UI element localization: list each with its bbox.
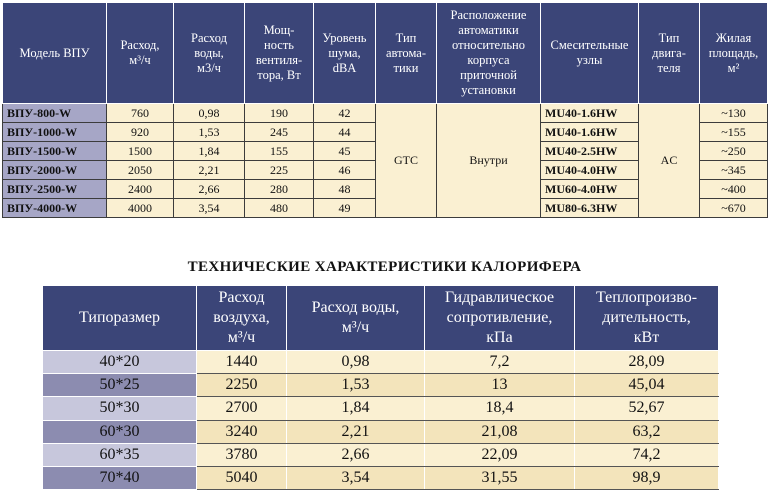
air-cell: 5040 [197, 466, 287, 489]
automation-location-cell: Внутри [437, 104, 541, 218]
water-cell: 1,84 [174, 142, 245, 161]
flow-cell: 920 [107, 123, 174, 142]
mixer-cell: MU40-1.6HW [541, 123, 639, 142]
water-cell: 3,54 [287, 466, 425, 489]
air-cell: 3240 [197, 420, 287, 443]
size-cell: 60*35 [43, 443, 197, 466]
header-fan-power: Мощ- ность вентиля- тора, Вт [245, 3, 314, 104]
mixer-cell: MU40-1.6HW [541, 104, 639, 123]
noise-cell: 42 [314, 104, 376, 123]
resistance-cell: 18,4 [425, 397, 575, 420]
area-cell: ~130 [700, 104, 768, 123]
mixer-cell: MU40-4.0HW [541, 161, 639, 180]
header-hydraulic-resistance: Гидравлическое сопротивление, кПа [425, 286, 575, 351]
air-cell: 1440 [197, 351, 287, 374]
heater-specs-table [42, 285, 719, 490]
header-noise-level: Уровень шума, dBA [314, 3, 376, 104]
table-row [43, 443, 719, 466]
model-cell: ВПУ-800-W [3, 104, 107, 123]
header-heat-output: Теплопроизво- дительность, кВт [575, 286, 719, 351]
noise-cell: 46 [314, 161, 376, 180]
area-cell: ~345 [700, 161, 768, 180]
mixer-cell: MU60-4.0HW [541, 180, 639, 199]
header-water-flow: Расход воды, м3/ч [174, 3, 245, 104]
output-cell: 74,2 [575, 443, 719, 466]
header-air-flow: Расход, м³/ч [107, 3, 174, 104]
air-cell: 2250 [197, 374, 287, 397]
area-cell: ~155 [700, 123, 768, 142]
automation-type-cell: GTC [376, 104, 437, 218]
model-cell: ВПУ-2500-W [3, 180, 107, 199]
noise-cell: 49 [314, 199, 376, 218]
motor-type-cell: AC [639, 104, 700, 218]
header-model: Модель ВПУ [3, 3, 107, 104]
header-living-area: Жилая площадь, м² [700, 3, 768, 104]
resistance-cell: 21,08 [425, 420, 575, 443]
model-cell: ВПУ-2000-W [3, 161, 107, 180]
water-cell: 2,21 [174, 161, 245, 180]
table-row [43, 351, 719, 374]
size-cell: 40*20 [43, 351, 197, 374]
flow-cell: 4000 [107, 199, 174, 218]
mixer-cell: MU80-6.3HW [541, 199, 639, 218]
water-cell: 0,98 [174, 104, 245, 123]
table-row [43, 420, 719, 443]
water-cell: 1,53 [287, 374, 425, 397]
resistance-cell: 22,09 [425, 443, 575, 466]
header-water-flow: Расход воды, м³/ч [287, 286, 425, 351]
area-cell: ~400 [700, 180, 768, 199]
area-cell: ~670 [700, 199, 768, 218]
table-row [43, 397, 719, 420]
table-row [43, 374, 719, 397]
output-cell: 52,67 [575, 397, 719, 420]
flow-cell: 2050 [107, 161, 174, 180]
water-cell: 1,84 [287, 397, 425, 420]
mixer-cell: MU40-2.5HW [541, 142, 639, 161]
table2-header-row [43, 286, 719, 351]
resistance-cell: 7,2 [425, 351, 575, 374]
output-cell: 98,9 [575, 466, 719, 489]
water-cell: 2,66 [287, 443, 425, 466]
power-cell: 245 [245, 123, 314, 142]
power-cell: 190 [245, 104, 314, 123]
power-cell: 155 [245, 142, 314, 161]
noise-cell: 45 [314, 142, 376, 161]
heater-specs-title: ТЕХНИЧЕСКИЕ ХАРАКТЕРИСТИКИ КАЛОРИФЕРА [187, 259, 582, 275]
resistance-cell: 13 [425, 374, 575, 397]
output-cell: 28,09 [575, 351, 719, 374]
water-cell: 1,53 [174, 123, 245, 142]
table-row [3, 104, 768, 123]
size-cell: 70*40 [43, 466, 197, 489]
output-cell: 45,04 [575, 374, 719, 397]
model-cell: ВПУ-1500-W [3, 142, 107, 161]
flow-cell: 2400 [107, 180, 174, 199]
water-cell: 3,54 [174, 199, 245, 218]
header-automation-location: Расположение автоматики относительно корпуса приточной установки [437, 3, 541, 104]
header-size: Типоразмер [43, 286, 197, 351]
area-cell: ~250 [700, 142, 768, 161]
header-mixing-units: Смесительные узлы [541, 3, 639, 104]
table1-header-row [3, 3, 768, 104]
power-cell: 280 [245, 180, 314, 199]
header-motor-type: Тип двига- теля [639, 3, 700, 104]
flow-cell: 760 [107, 104, 174, 123]
model-cell: ВПУ-1000-W [3, 123, 107, 142]
power-cell: 480 [245, 199, 314, 218]
table-row [43, 466, 719, 489]
resistance-cell: 31,55 [425, 466, 575, 489]
noise-cell: 44 [314, 123, 376, 142]
output-cell: 63,2 [575, 420, 719, 443]
size-cell: 50*25 [43, 374, 197, 397]
model-cell: ВПУ-4000-W [3, 199, 107, 218]
noise-cell: 48 [314, 180, 376, 199]
water-cell: 0,98 [287, 351, 425, 374]
header-automation-type: Тип автома- тики [376, 3, 437, 104]
flow-cell: 1500 [107, 142, 174, 161]
air-cell: 3780 [197, 443, 287, 466]
air-cell: 2700 [197, 397, 287, 420]
water-cell: 2,21 [287, 420, 425, 443]
ventilation-units-table [2, 2, 768, 218]
water-cell: 2,66 [174, 180, 245, 199]
size-cell: 60*30 [43, 420, 197, 443]
power-cell: 225 [245, 161, 314, 180]
header-air-flow: Расход воздуха, м³/ч [197, 286, 287, 351]
size-cell: 50*30 [43, 397, 197, 420]
